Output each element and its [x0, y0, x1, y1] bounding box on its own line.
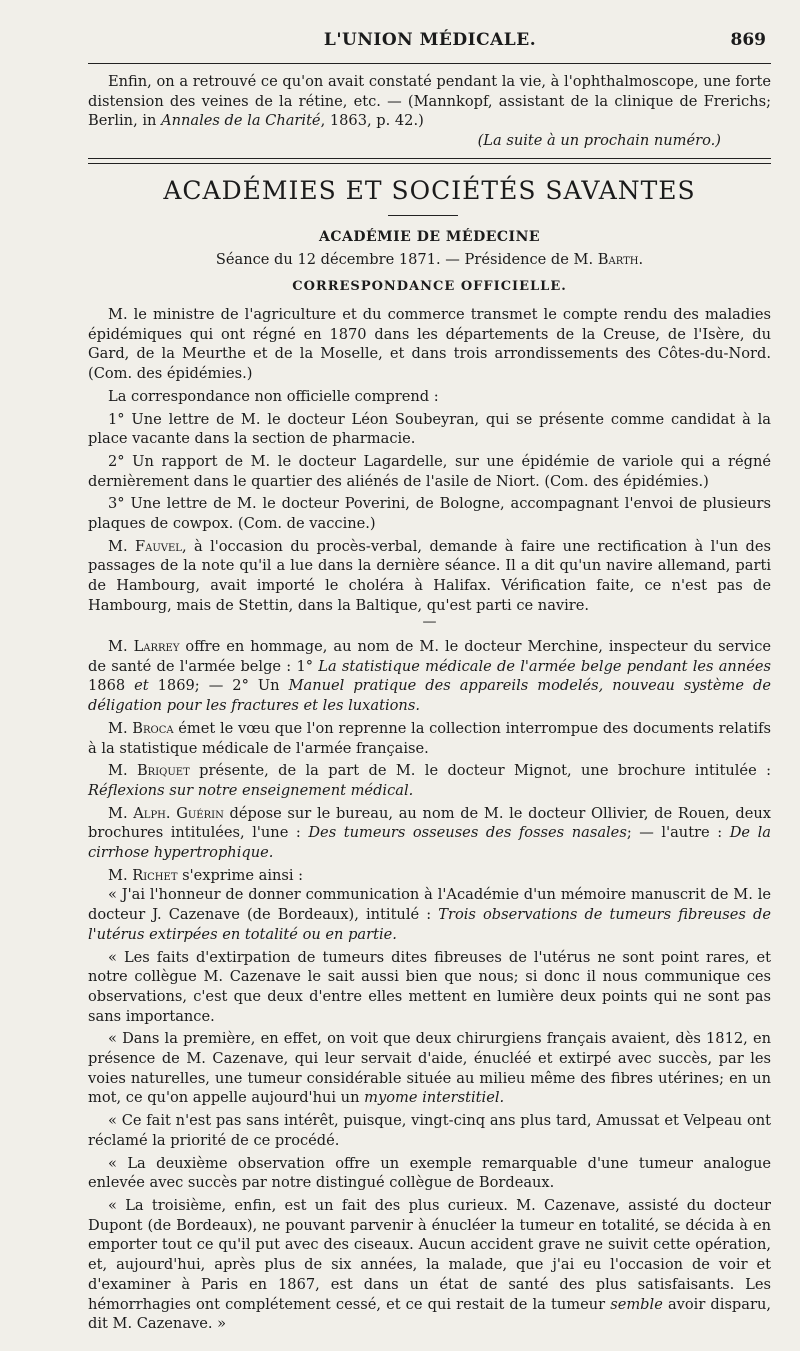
- correspondence-heading: CORRESPONDANCE OFFICIELLE.: [292, 279, 567, 294]
- paragraph-fauvel: [88, 537, 771, 616]
- paragraph-item-2: 2° Un rapport de M. le docteur Lagardelle, sur une épidémie de variole qui a régné dernièrement dans le quartier des aliénés de l'asile de Niort. (Com. des épidémies.): [88, 452, 771, 490]
- quote-2: « Les faits d'extirpation de tumeurs dites fibreuses de l'utérus ne sont point rares, et notre collègue M. Cazenave le sait aussi bien que nous; si donc il nous communique ces observations, c'est que deux d'entre elles mettent en lumière deux points qui ne sont pas sans importance.: [88, 948, 771, 1025]
- section-rule-top: [88, 158, 771, 159]
- larrey-and: et: [134, 677, 149, 695]
- page-number: 869: [730, 30, 766, 50]
- intro-ref-tail: , 1863, p. 42.): [320, 112, 424, 130]
- section-title: ACADÉMIES ET SOCIÉTÉS SAVANTES: [163, 176, 696, 205]
- speaker-fauvel: M. Fauvel: [108, 537, 182, 555]
- paragraph-guerin: [88, 804, 771, 863]
- paragraph-fauvel-text: , à l'occasion du procès-verbal, demande à faire une rectification à l'un des passages de la note qu'il a lue dans la dernière séance. Il a dit qu'un navire allemand, parti de Hambourg, avait importé le choléra à Halifax. Vérification faite, ce n'est pas de Hambourg, mais de Stettin, dans la Baltique, qu'est parti ce navire.: [88, 537, 771, 614]
- quote-6-text-b: avoir disparu, dit M. Cazenave. »: [88, 1295, 771, 1333]
- paragraph-larrey: [88, 637, 771, 716]
- richet-text: s'exprime ainsi :: [177, 866, 304, 884]
- larrey-text-a: offre en hommage, au nom de M. le docteur Merchine, inspecteur du service de santé de l'armée belge : 1°: [88, 638, 772, 675]
- guerin-text-b: ; — l'autre :: [626, 824, 730, 842]
- intro-paragraph: [88, 72, 771, 131]
- header-rule: [88, 63, 771, 64]
- quote-6: [88, 1196, 771, 1334]
- quote-4: « Ce fait n'est pas sans intérêt, puisque, vingt-cinq ans plus tard, Amussat et Velpeau ont réclamé la priorité de ce procédé.: [88, 1112, 771, 1149]
- separator-dash: —: [422, 614, 437, 630]
- paragraph-richet: [88, 866, 771, 886]
- journal-title: Annales de la Charité: [161, 112, 321, 130]
- quote-3-text: « Dans la première, en effet, on voit que deux chirurgiens français avaient, dès 1812, en présence de M. Cazenave, qui leur servait d'aide, énucléé et extirpé avec succès, par les voies naturelles, une tumeur considérable située au milieu même des fibres utérines; en un mot, ce qu'on appelle aujourd'hui un: [88, 1030, 771, 1107]
- guerin-title-1: Des tumeurs osseuses des fosses nasales: [308, 824, 627, 842]
- speaker-briquet: M. Briquet: [108, 762, 190, 780]
- paragraph-broca: [88, 719, 771, 758]
- academy-heading: ACADÉMIE DE MÉDECINE: [318, 229, 541, 245]
- section-rule-bottom: [88, 163, 771, 164]
- paragraph-correspondence-intro: La correspondance non officielle comprend :: [108, 387, 439, 405]
- session-prefix: Séance du 12 décembre 1871. — Présidence de M.: [215, 251, 598, 268]
- speaker-broca: M. Broca: [108, 719, 174, 737]
- larrey-title-2: Manuel pratique des appareils modelés, nouveau système de déligation pour les fractures et les luxations.: [88, 677, 771, 715]
- paragraph-item-1: 1° Une lettre de M. le docteur Léon Soubeyran, qui se présente comme candidat à la place vacante dans la section de pharmacie.: [88, 410, 771, 448]
- quote-6-text-a: « La troisième, enfin, est un fait des plus curieux. M. Cazenave, assisté du docteur Dupont (de Bordeaux), ne pouvant parvenir à énucléer la tumeur en totalité, se décida à en emporter tout ce qu'il put avec des ciseaux. Aucun accident grave ne suivit cette opération, et, aujourd'hui, après plus de six années, la malade, que j'ai eu l'occasion de voir et d'examiner à Paris en 1867, est dans un état de santé des plus satisfaisants. Les hémorrhagies ont complétement cessé, et ce qui restait de la tumeur: [88, 1196, 771, 1313]
- larrey-title-1: La statistique médicale de l'armée belge pendant les années: [318, 657, 771, 675]
- larrey-text-c: 1869; — 2° Un: [148, 677, 289, 695]
- larrey-text-b: 1868: [88, 677, 135, 695]
- session-line: [88, 251, 771, 268]
- speaker-larrey: M. Larrey: [108, 638, 180, 655]
- quote-5: « La deuxième observation offre un exemple remarquable d'une tumeur analogue enlevée avec succès par notre distingué collègue de Bordeaux.: [88, 1154, 771, 1192]
- briquet-text: présente, de la part de M. le docteur Mignot, une brochure intitulée :: [189, 762, 771, 780]
- body-block-1: [88, 305, 771, 616]
- continued-note: (La suite à un prochain numéro.): [477, 132, 721, 150]
- myome-term: myome interstitiel.: [364, 1089, 505, 1107]
- intro-text: Enfin, on a retrouvé ce qu'on avait constaté pendant la vie, à l'ophthalmoscope, une forte distension des veines de la rétine, etc. — (Mannkopf, assistant de la clinique de Frerichs; Berlin, in: [88, 73, 771, 130]
- broca-text: émet le vœu que l'on reprenne la collection interrompue des documents relatifs à la statistique médicale de l'armée française.: [88, 719, 772, 757]
- president-name: Barth: [597, 251, 639, 268]
- quote-1-text: « J'ai l'honneur de donner communication à l'Académie d'un mémoire manuscrit de M. le docteur J. Cazenave (de Bordeaux), intitulé :: [88, 886, 771, 924]
- running-title: L'UNION MÉDICALE.: [323, 30, 537, 50]
- quote-3: [88, 1029, 771, 1108]
- page-header: [90, 28, 770, 58]
- memoir-title: Trois observations de tumeurs fibreuses de l'utérus extirpées en totalité ou en partie.: [88, 906, 771, 943]
- speaker-guerin: M. Alph. Guérin: [108, 804, 224, 822]
- title-underline: [388, 215, 458, 216]
- body-block-2: [88, 637, 771, 1334]
- paragraph-ministry: M. le ministre de l'agriculture et du commerce transmet le compte rendu des maladies épidémiques qui ont régné en 1870 dans les départements de la Creuse, de l'Isère, du Gard, de la Meurthe et de la Moselle, et dans trois arrondissements des Côtes-du-Nord. (Com. des épidémies.): [88, 306, 771, 383]
- guerin-text-a: dépose sur le bureau, au nom de M. le docteur Ollivier, de Rouen, deux brochures intitulées, l'une :: [88, 804, 771, 842]
- paragraph-item-3: 3° Une lettre de M. le docteur Poverini, de Bologne, accompagnant l'envoi de plusieurs plaques de cowpox. (Com. de vaccine.): [88, 495, 771, 533]
- briquet-title: Réflexions sur notre enseignement médical.: [88, 781, 414, 799]
- paragraph-briquet: [88, 761, 771, 800]
- speaker-richet: M. Richet: [108, 866, 178, 884]
- quote-1: [88, 885, 771, 944]
- session-suffix: .: [638, 251, 644, 268]
- intro-block: [88, 72, 771, 151]
- quote-6-emphasis: semble: [610, 1295, 663, 1313]
- guerin-title-2: De la cirrhose hypertrophique.: [88, 824, 771, 862]
